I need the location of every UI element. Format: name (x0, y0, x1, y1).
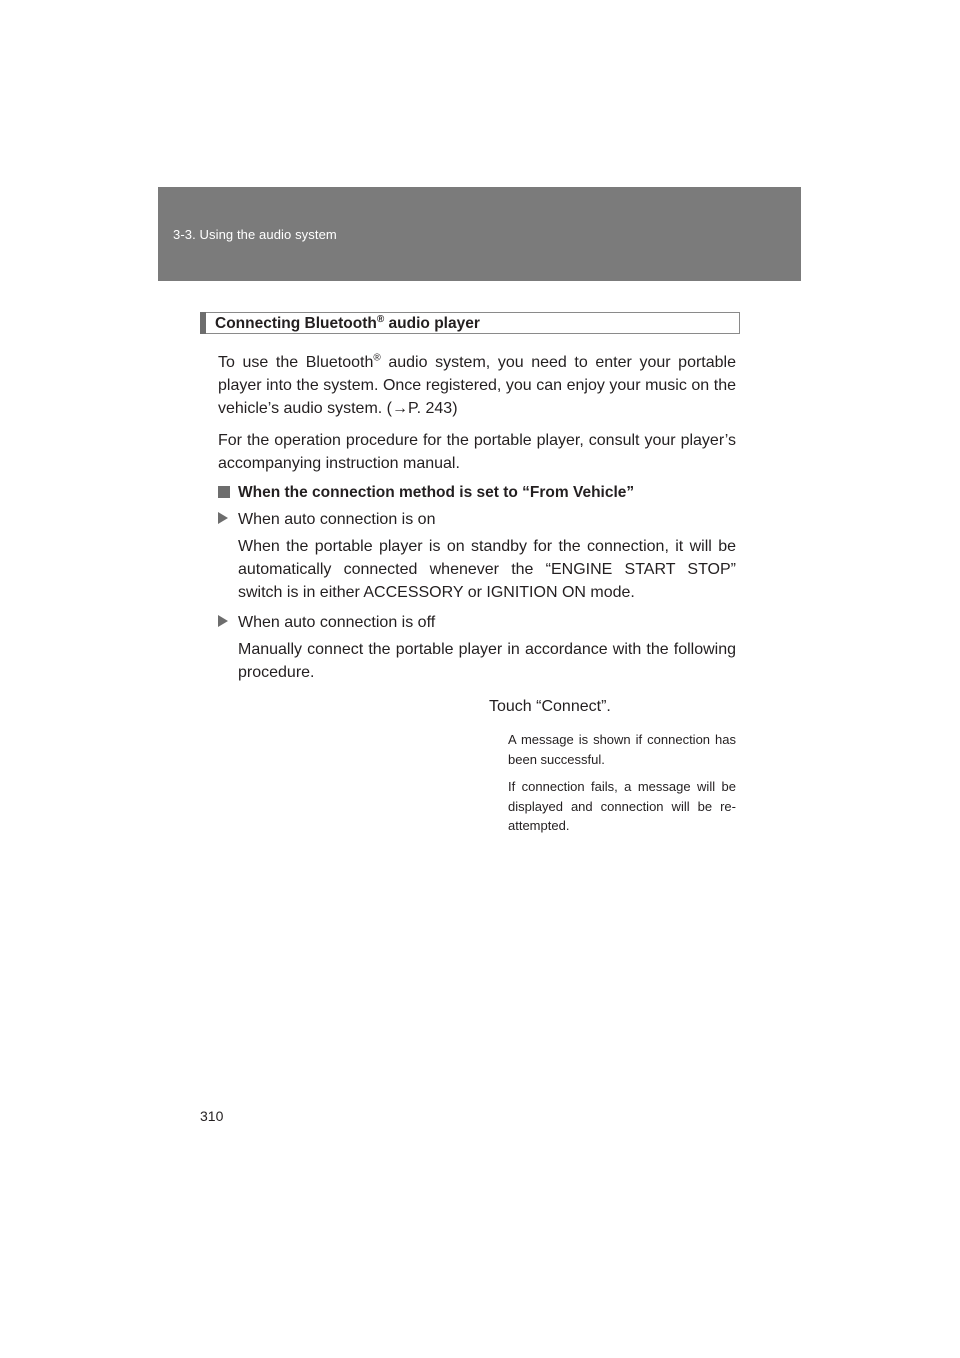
heading-text-before: Connecting Bluetooth (215, 315, 377, 333)
square-bullet-icon (218, 486, 230, 498)
heading-text-after: audio player (384, 315, 480, 333)
registered-mark: ® (373, 352, 381, 364)
section-heading-title (215, 314, 480, 333)
intro-paragraph-2: For the operation procedure for the portable player, consult your player’s accompanying instruction manual. (218, 432, 736, 472)
step-note-2: If connection fails, a message will be displayed and connection will be re-attempted. (508, 779, 736, 833)
case-label-text: When auto connection is off (238, 614, 436, 631)
step-instruction: Touch “Connect”. (489, 698, 611, 715)
section-label: 3-3. Using the audio system (173, 227, 337, 242)
heading-accent-bar (200, 312, 206, 334)
triangle-bullet-icon (218, 512, 228, 524)
registered-mark: ® (376, 314, 385, 325)
subsection-heading (218, 484, 634, 502)
case-auto-on-label (218, 511, 435, 529)
case-auto-off-label (218, 614, 435, 632)
intro-p1-start: To use the Bluetooth (218, 354, 374, 371)
step-note-1: A message is shown if connection has been successful. (508, 732, 736, 767)
subsection-title: When the connection method is set to “From Vehicle” (238, 484, 635, 501)
header-band (158, 187, 801, 281)
intro-p1-rest: audio system, you need to enter your portable player into the system. Once registered, you can enjoy your music on the vehicle’s audio system. (→P. 243) (218, 354, 736, 417)
case-label-text: When auto connection is on (238, 511, 436, 528)
page-number: 310 (200, 1108, 224, 1124)
intro-paragraph-1 (218, 351, 736, 420)
triangle-bullet-icon (218, 615, 228, 627)
section-heading (200, 312, 740, 334)
case-auto-off-body: Manually connect the portable player in accordance with the following procedure. (238, 641, 736, 681)
case-auto-on-body: When the portable player is on standby for the connection, it will be automatically connected whenever the “ENGINE START STOP” switch is in either ACCESSORY or IGNITION ON mode. (238, 538, 736, 601)
